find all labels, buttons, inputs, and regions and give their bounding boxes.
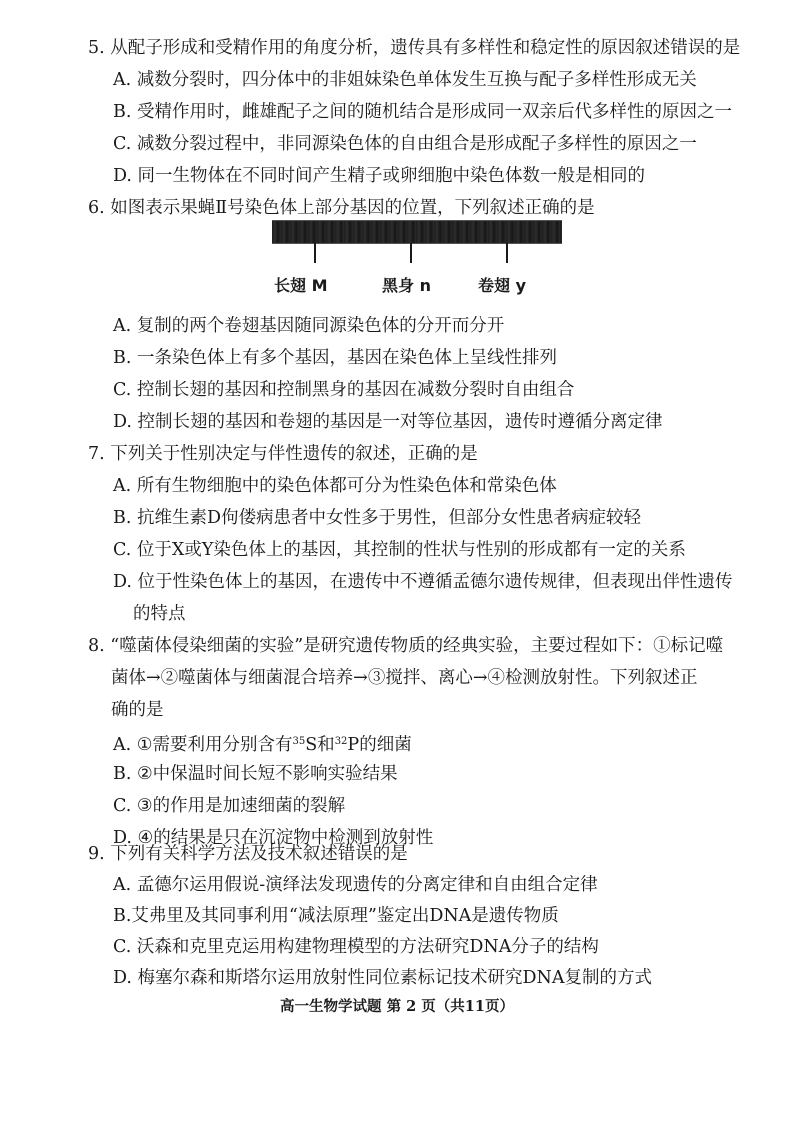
- q7-option-c: C. 位于X或Y染色体上的基因，其控制的性状与性别的形成都有一定的关系: [113, 540, 686, 560]
- page-footer: 高一生物学试题 第 2 页（共11页）: [280, 998, 514, 1015]
- q6-option-c: C. 控制长翅的基因和控制黑身的基因在减数分裂时自由组合: [113, 380, 575, 400]
- q7-option-b: B. 抗维生素D佝偻病患者中女性多于男性，但部分女性患者病症较轻: [113, 508, 642, 528]
- q9-option-a: A. 孟德尔运用假说-演绎法发现遗传的分离定律和自由组合定律: [113, 875, 598, 895]
- q8-option-d: D. ④的结果是只在沉淀物中检测到放射性: [113, 828, 434, 848]
- gene-tick-n: [410, 243, 412, 263]
- gene-label-m: 长翅 M: [274, 276, 328, 295]
- chromosome-figure: [272, 216, 562, 306]
- gene-tick-m: [314, 243, 316, 263]
- q8-stem-line2: 菌体→②噬菌体与细菌混合培养→③搅拌、离心→④检测放射性。下列叙述正: [111, 668, 698, 688]
- chromosome-bar: [272, 220, 562, 244]
- q8-a-sup2: 32: [334, 736, 348, 747]
- q8-a-pre: A. ①需要利用分别含有: [113, 735, 293, 755]
- q8-a-mid: S和: [305, 735, 335, 755]
- q8-a-sup1: 35: [292, 736, 306, 747]
- q5-option-a: A. 减数分裂时，四分体中的非姐妹染色单体发生互换与配子多样性形成无关: [113, 70, 697, 90]
- q9-option-c: C. 沃森和克里克运用构建物理模型的方法研究DNA分子的结构: [113, 937, 599, 957]
- q9-option-d: D. 梅塞尔森和斯塔尔运用放射性同位素标记技术研究DNA复制的方式: [113, 968, 653, 988]
- q8-a-post: P的细菌: [347, 735, 412, 755]
- q7-stem: 7. 下列关于性别决定与伴性遗传的叙述，正确的是: [88, 444, 478, 464]
- q8-option-c: C. ③的作用是加速细菌的裂解: [113, 796, 346, 816]
- q5-option-c: C. 减数分裂过程中，非同源染色体的自由组合是形成配子多样性的原因之一: [113, 134, 697, 154]
- q6-option-a: A. 复制的两个卷翅基因随同源染色体的分开而分开: [113, 316, 505, 336]
- q5-option-d: D. 同一生物体在不同时间产生精子或卵细胞中染色体数一般是相同的: [113, 166, 646, 186]
- gene-label-y: 卷翅 y: [478, 276, 527, 295]
- q5-option-b: B. 受精作用时，雌雄配子之间的随机结合是形成同一双亲后代多样性的原因之一: [113, 102, 732, 122]
- q7-option-d-cont: 的特点: [133, 604, 186, 624]
- q7-option-a: A. 所有生物细胞中的染色体都可分为性染色体和常染色体: [113, 476, 557, 496]
- q7-option-d: D. 位于性染色体上的基因，在遗传中不遵循孟德尔遗传规律，但表现出伴性遗传: [113, 572, 733, 592]
- q9-option-b: B.艾弗里及其同事利用“减法原理”鉴定出DNA是遗传物质: [113, 906, 559, 926]
- gene-tick-y: [506, 243, 508, 263]
- q6-option-b: B. 一条染色体上有多个基因，基因在染色体上呈线性排列: [113, 348, 557, 368]
- q8-stem-line3: 确的是: [111, 700, 164, 720]
- q8-option-b: B. ②中保温时间长短不影响实验结果: [113, 764, 398, 784]
- q8-option-a: [113, 726, 412, 761]
- q9-stem: 9. 下列有关科学方法及技术叙述错误的是: [88, 844, 408, 864]
- q6-stem: 6. 如图表示果蝇Ⅱ号染色体上部分基因的位置，下列叙述正确的是: [88, 198, 595, 218]
- gene-label-n: 黑身 n: [382, 276, 431, 295]
- q6-option-d: D. 控制长翅的基因和卷翅的基因是一对等位基因，遗传时遵循分离定律: [113, 412, 663, 432]
- q8-stem: 8. “噬菌体侵染细菌的实验”是研究遗传物质的经典实验，主要过程如下：①标记噬: [88, 636, 724, 656]
- q5-stem: 5. 从配子形成和受精作用的角度分析，遗传具有多样性和稳定性的原因叙述错误的是: [88, 38, 741, 58]
